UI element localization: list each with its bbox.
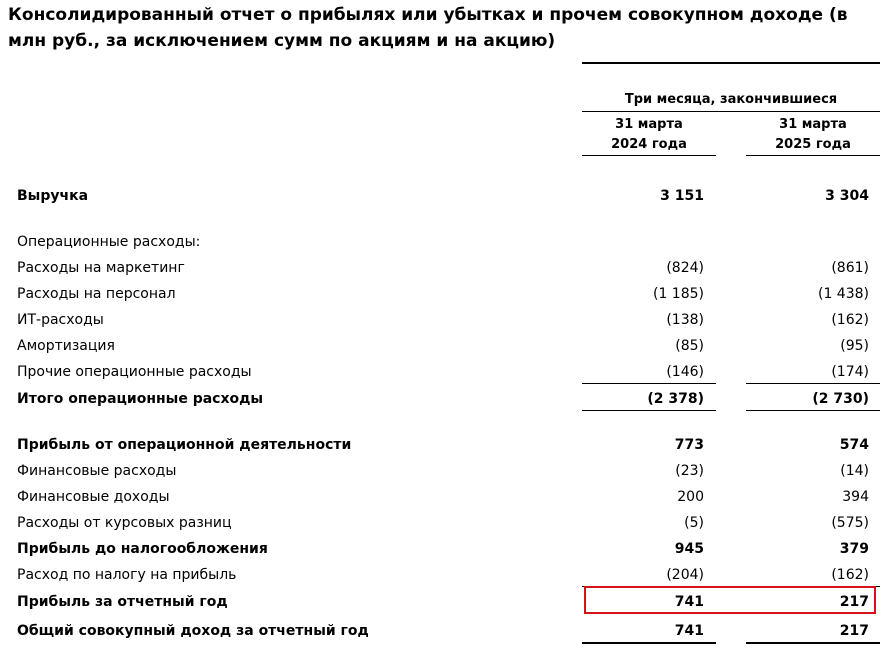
header-top-rule: [582, 62, 880, 64]
value-2025: (2 730): [812, 391, 869, 407]
total-rule-2025: [746, 410, 880, 411]
period-header-rule: [582, 111, 880, 112]
row-label: Прочие операционные расходы: [17, 364, 252, 380]
row-label: Выручка: [17, 188, 89, 204]
value-2025: (861): [831, 260, 869, 276]
value-2025: (1 438): [817, 286, 869, 302]
final-rule-2024: [582, 642, 716, 644]
value-2024: (5): [684, 515, 704, 531]
column-header-2025-line1: 31 марта: [779, 117, 847, 132]
value-2025: (174): [831, 364, 869, 380]
column-header-2024-line2: 2024 года: [611, 137, 687, 152]
row-label: Прибыль за отчетный год: [17, 594, 228, 610]
row-fx: [0, 512, 886, 534]
value-2024: (146): [666, 364, 704, 380]
row-label: Амортизация: [17, 338, 115, 354]
column-header-2025: [746, 115, 880, 155]
row-label: Расходы от курсовых разниц: [17, 515, 232, 531]
column-header-2025-line2: 2025 года: [775, 137, 851, 152]
value-2024: (1 185): [652, 286, 704, 302]
row-label: Расходы на маркетинг: [17, 260, 185, 276]
row-depreciation: [0, 335, 886, 357]
row-total-opex: [0, 388, 886, 410]
row-it: [0, 309, 886, 331]
value-2025: 379: [839, 541, 869, 557]
value-2024: (85): [675, 338, 704, 354]
value-2025: 217: [839, 594, 869, 610]
value-2025: 574: [839, 437, 869, 453]
column-header-2024-line1: 31 марта: [615, 117, 683, 132]
value-2024: (204): [666, 567, 704, 583]
value-2024: 773: [674, 437, 704, 453]
row-label: Расходы на персонал: [17, 286, 176, 302]
period-header: Три месяца, закончившиеся: [624, 92, 838, 107]
row-label: Финансовые расходы: [17, 463, 177, 479]
value-2025: (162): [831, 567, 869, 583]
value-2024: (138): [666, 312, 704, 328]
row-revenue: [0, 185, 886, 207]
row-label: ИТ-расходы: [17, 312, 104, 328]
value-2024: (2 378): [647, 391, 704, 407]
row-personnel: [0, 283, 886, 305]
value-2024: 741: [674, 594, 704, 610]
subtotal-rule-2024: [582, 383, 716, 384]
value-2024: 741: [674, 623, 704, 639]
row-label: Общий совокупный доход за отчетный год: [17, 623, 369, 639]
row-opex-heading: [0, 231, 886, 253]
value-2024: (23): [675, 463, 704, 479]
value-2025: (14): [840, 463, 869, 479]
row-operating-profit: [0, 434, 886, 456]
column-header-2025-rule: [746, 155, 880, 156]
row-label: Финансовые доходы: [17, 489, 170, 505]
final-rule-2025: [746, 642, 880, 644]
row-label: Операционные расходы:: [17, 234, 201, 250]
row-label: Прибыль от операционной деятельности: [17, 437, 352, 453]
row-label: Итого операционные расходы: [17, 391, 264, 407]
column-header-2024: [582, 115, 716, 155]
row-other-opex: [0, 361, 886, 383]
column-header-2024-rule: [582, 155, 716, 156]
value-2025: (575): [831, 515, 869, 531]
row-marketing: [0, 257, 886, 279]
row-label: Расход по налогу на прибыль: [17, 567, 237, 583]
value-2025: (95): [840, 338, 869, 354]
row-tax: [0, 564, 886, 586]
row-comprehensive-income: [0, 620, 886, 642]
report-title: Консолидированный отчет о прибылях или убытках и прочем совокупном доходе (в млн руб., за исключением сумм по акциям и на акцию): [8, 5, 848, 51]
row-label: Прибыль до налогообложения: [17, 541, 268, 557]
row-finance-expenses: [0, 460, 886, 482]
value-2025: (162): [831, 312, 869, 328]
total-rule-2024: [582, 410, 716, 411]
value-2024: 945: [674, 541, 704, 557]
subtotal-rule-2025: [746, 383, 880, 384]
value-2024: 200: [677, 489, 704, 505]
value-2025: 3 304: [825, 188, 869, 204]
value-2025: 394: [842, 489, 869, 505]
row-pretax: [0, 538, 886, 560]
value-2025: 217: [839, 623, 869, 639]
value-2024: 3 151: [660, 188, 704, 204]
net-profit-highlight-box: [584, 586, 876, 614]
row-finance-income: [0, 486, 886, 508]
value-2024: (824): [666, 260, 704, 276]
